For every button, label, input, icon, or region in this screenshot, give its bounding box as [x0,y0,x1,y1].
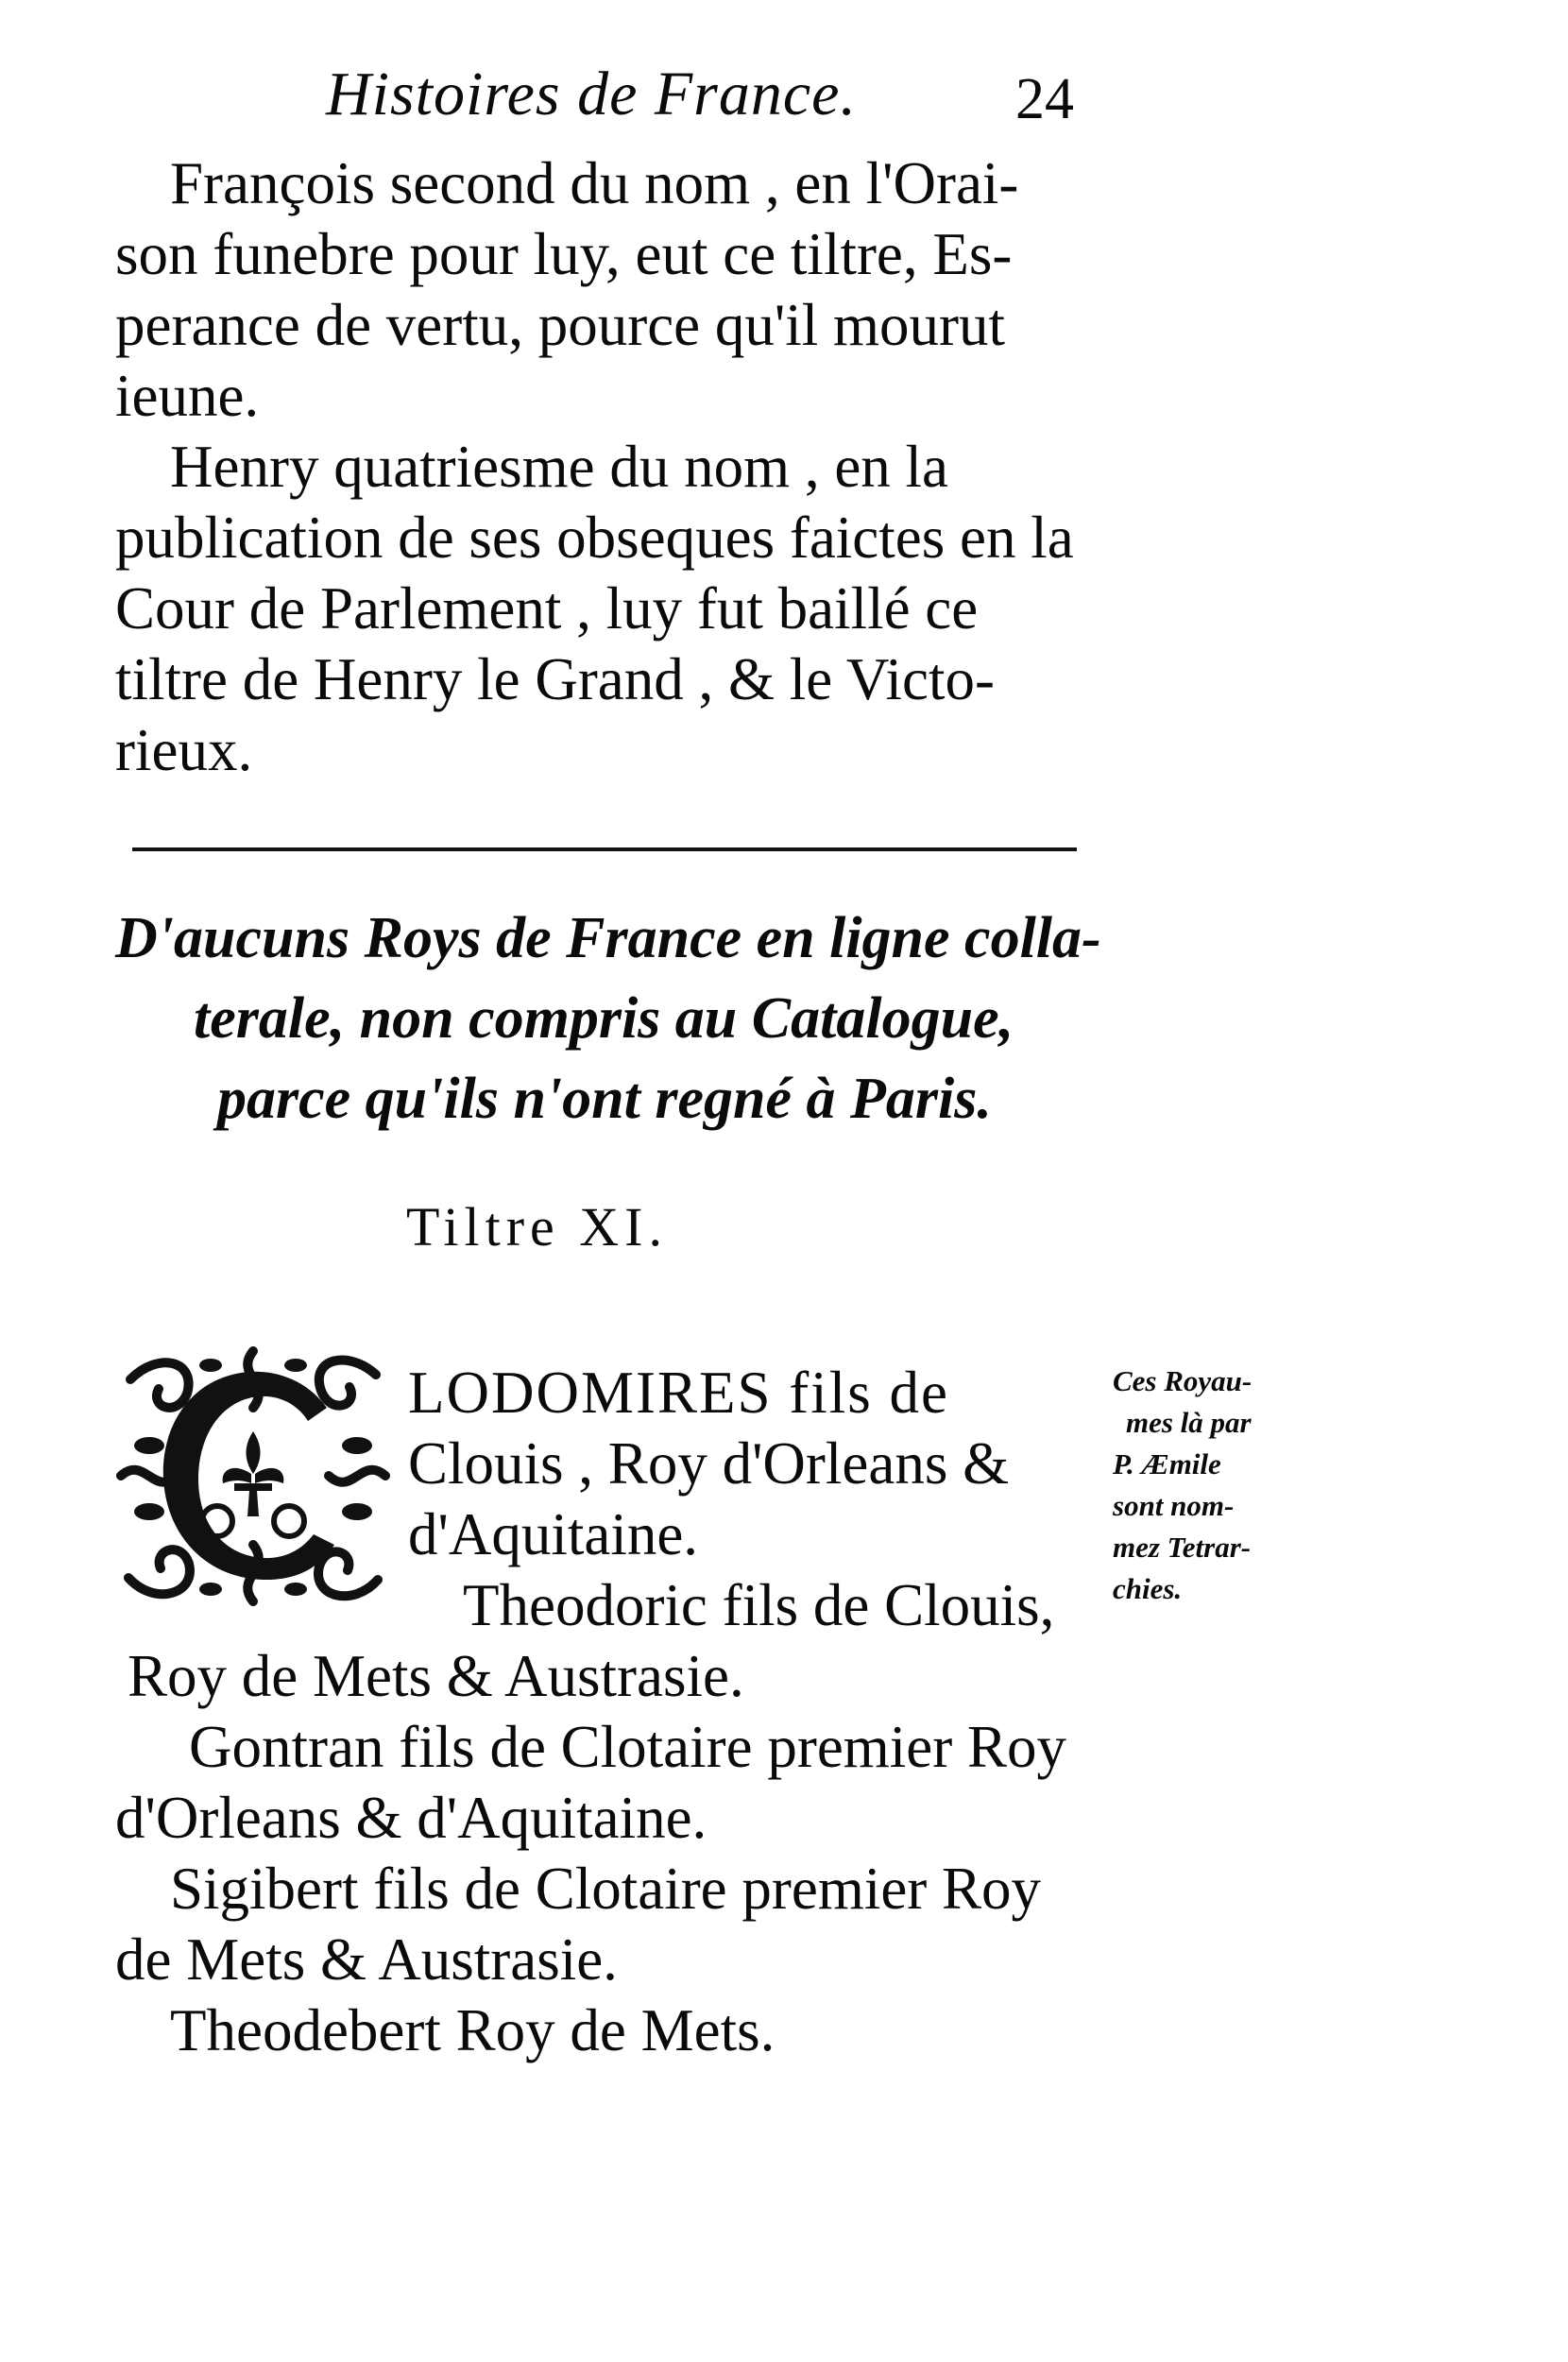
margin-note-line: mes là par [1126,1406,1252,1439]
section-line: Roy de Mets & Austrasie. [128,1643,744,1709]
body-line: publication de ses obseques faictes en la [115,505,1074,571]
section-line: de Mets & Austrasie. [115,1926,618,1993]
running-title: Histoires de France. [326,60,857,128]
body-line: ieune. [115,363,260,429]
chapter-title-line: terale, non compris au Catalogue, [194,986,1014,1051]
margin-note-line: chies. [1113,1572,1183,1605]
section-line: Theodoric fils de Clouis, [463,1572,1055,1638]
chapter-title-line: parce qu'ils n'ont regné à Paris. [217,1067,992,1131]
margin-note-line: sont nom- [1113,1489,1235,1522]
tiltre-heading: Tiltre XI. [406,1196,668,1258]
section-divider [132,847,1077,851]
body-line: Henry quatriesme du nom , en la [170,434,949,500]
body-line: rieux. [115,717,253,783]
page-number: 24 [1015,67,1074,131]
margin-note-line: P. Æmile [1113,1447,1221,1481]
margin-note-line: mez Tetrar- [1113,1531,1252,1564]
body-line: son funebre pour luy, eut ce tiltre, Es- [115,221,1013,287]
section-line: Gontran fils de Clotaire premier Roy [189,1714,1067,1780]
margin-note-line: Ces Royau- [1113,1364,1253,1397]
section-line: d'Aquitaine. [408,1501,699,1567]
ornamental-dropcap [111,1342,395,1611]
body-line: perance de vertu, pource qu'il mourut [115,292,1005,358]
body-line: tiltre de Henry le Grand , & le Victo- [115,646,996,712]
section-line: LODOMIRES fils de [408,1360,949,1426]
section-line: Theodebert Roy de Mets. [170,1997,775,2063]
section-line: Sigibert fils de Clotaire premier Roy [170,1856,1042,1922]
margin-note [1113,1361,1358,1610]
chapter-title-line: D'aucuns Roys de France en ligne colla- [115,906,1101,970]
body-line: Cour de Parlement , luy fut baillé ce [115,575,979,642]
section-line: d'Orleans & d'Aquitaine. [115,1785,707,1851]
section-line: Clouis , Roy d'Orleans & [408,1430,1010,1497]
body-line: François second du nom , en l'Orai- [170,150,1019,216]
